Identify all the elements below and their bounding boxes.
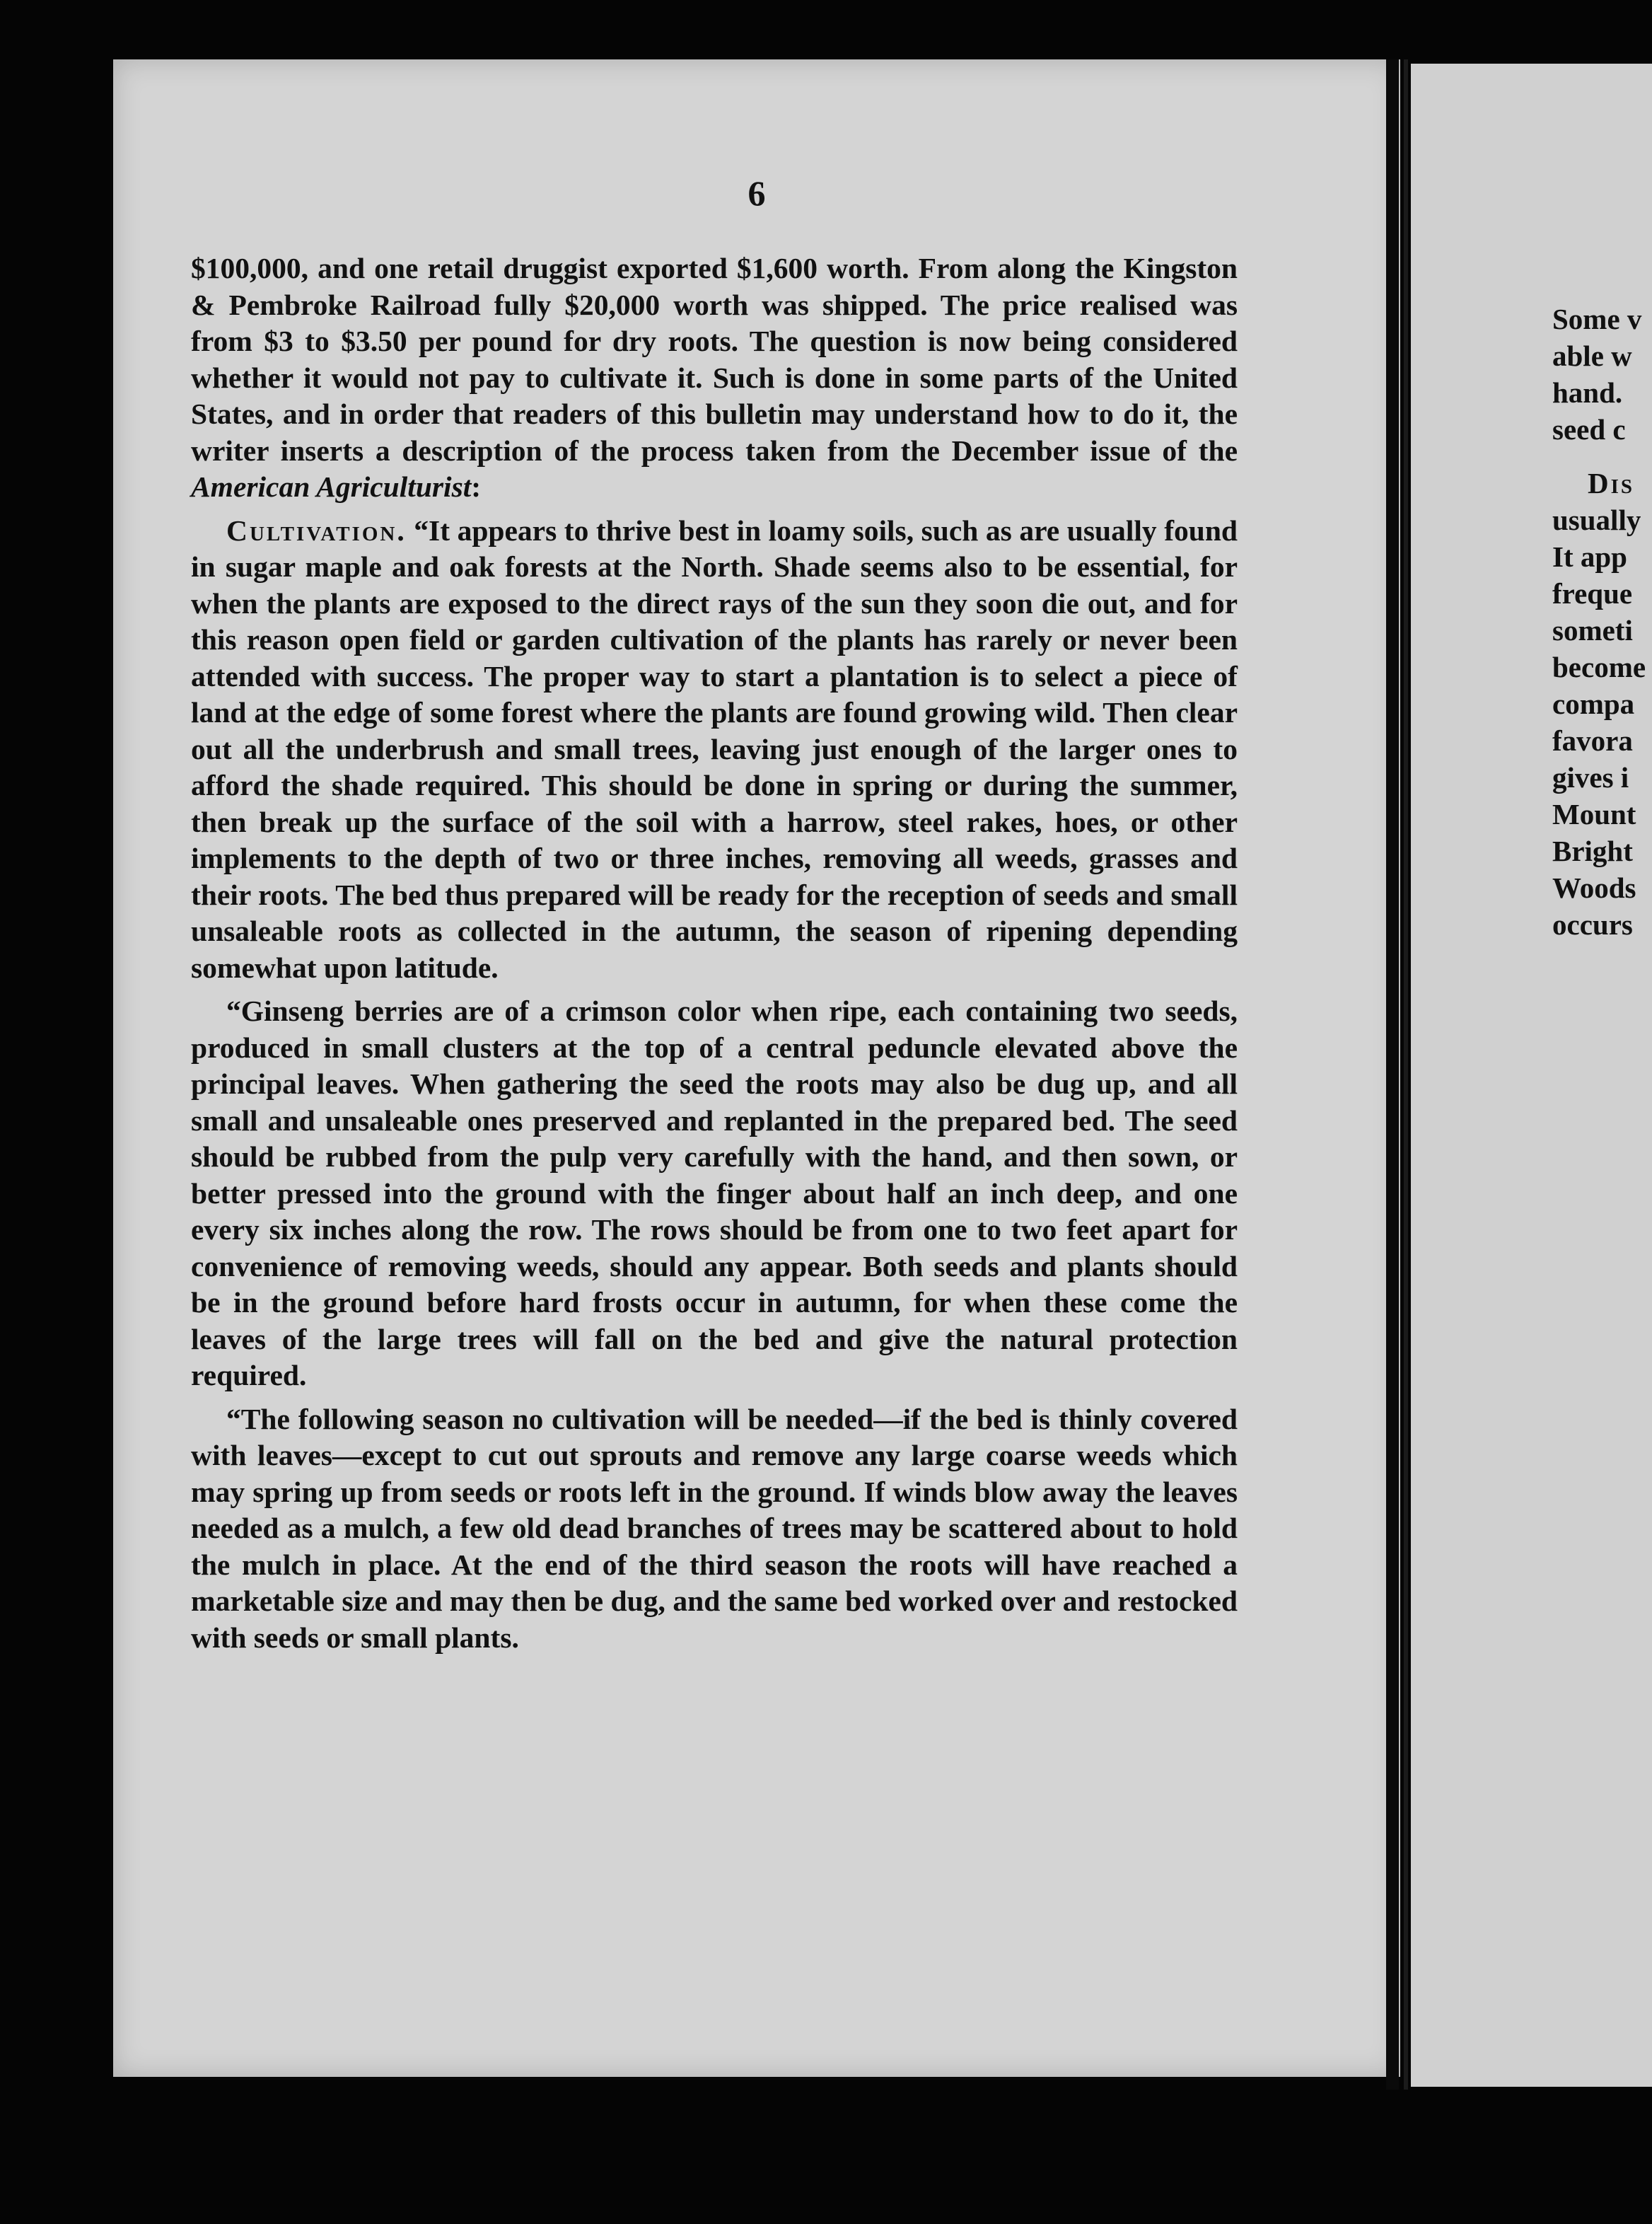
facing-line: gives i — [1552, 761, 1629, 794]
facing-line: It app — [1552, 540, 1627, 573]
paragraph-cultivation — [191, 513, 1238, 987]
paragraph-1 — [191, 250, 1238, 506]
paragraph-3 — [191, 993, 1238, 1394]
page-number: 6 — [748, 173, 766, 213]
facing-line: become — [1552, 651, 1646, 683]
facing-line: Woods — [1552, 871, 1636, 904]
facing-line: hand. — [1552, 376, 1623, 409]
facing-line: favora — [1552, 724, 1633, 757]
facing-page-text — [1552, 301, 1652, 943]
facing-line: usually — [1552, 504, 1641, 536]
facing-line: Bright — [1552, 835, 1633, 867]
left-page — [113, 59, 1400, 2077]
facing-line: Dis — [1588, 467, 1635, 499]
facing-gap — [1552, 448, 1652, 465]
facing-line: freque — [1552, 577, 1633, 610]
facing-line: seed c — [1552, 413, 1626, 446]
facing-line: someti — [1552, 614, 1633, 647]
paragraph-2-text: “It appears to thrive best in loamy soils, such as are usually found in sugar maple and oak forests at the North. Shade seems also to be essential, for when the plants are exposed to the direct rays of the sun they soon die out, and for this reason open field or garden cultivation of the plants has rarely or never been attended with success. The proper way to start a plantation is to select a piece of land at the edge of some forest where the plants are found growing wild. Then clear out all the underbrush and small trees, leaving just enough of the larger ones to afford the shade required. This should be done in spring or during the summer, then break up the surface of the soil with a harrow, steel rakes, hoes, or other implements to the depth of two or three inches, removing all weeds, grasses and their roots. The bed thus prepared will be ready for the reception of seeds and small unsaleable roots as collected in the autumn, the season of ripening depending somewhat upon latitude. — [191, 514, 1238, 984]
journal-title: American Agriculturist — [191, 470, 472, 503]
facing-line: able w — [1552, 340, 1632, 372]
paragraph-3-text: “Ginseng berries are of a crimson color when ripe, each containing two seeds, produced in small clusters at the top of a central peduncle elevated above the principal leaves. When gathering the seed the roots may also be dug up, and all small and unsaleable ones preserved and replanted in the prepared bed. The seed should be rubbed from the pulp very carefully with the hand, and then sown, or better pressed into the ground with the finger about half an inch deep, and one every six inches along the row. The rows should be from one to two feet apart for convenience of removing weeds, should any appear. Both seeds and plants should be in the ground before hard frosts occur in autumn, for when these come the leaves of the large trees will fall on the bed and give the natural protection required. — [191, 995, 1238, 1391]
facing-line: compa — [1552, 688, 1635, 720]
cultivation-heading: Cultivation. — [226, 514, 407, 547]
facing-line: occurs — [1552, 908, 1633, 941]
paragraph-4 — [191, 1401, 1238, 1657]
body-text — [191, 250, 1238, 1663]
facing-line: Mount — [1552, 798, 1636, 830]
paragraph-4-text: “The following season no cultivation will be needed—if the bed is thinly covered with leaves—except to cut out sprouts and remove any large coarse weeds which may spring up from seeds or roots left in the ground. If winds blow away the leaves needed as a mulch, a few old dead branches of trees may be scattered about to hold the mulch in place. At the end of the third season the roots will have reached a marketable size and may then be dug, and the same bed worked over and restocked with seeds or small plants. — [191, 1402, 1238, 1654]
gutter-edge — [1404, 59, 1408, 2090]
paragraph-1-text: $100,000, and one retail druggist exported $1,600 worth. From along the Kingston & Pembroke Railroad fully $20,000 worth was shipped. The price realised was from $3 to $3.50 per pound for dry roots. The question is now being considered whether it would not pay to cultivate it. Such is done in some parts of the United States, and in order that readers of this bulletin may understand how to do it, the writer inserts a description of the process taken from the December issue of the American Agriculturist: — [191, 252, 1238, 503]
facing-page-fragment — [1411, 64, 1652, 2087]
facing-line: Some v — [1552, 303, 1642, 335]
page-gutter — [1386, 59, 1399, 2090]
